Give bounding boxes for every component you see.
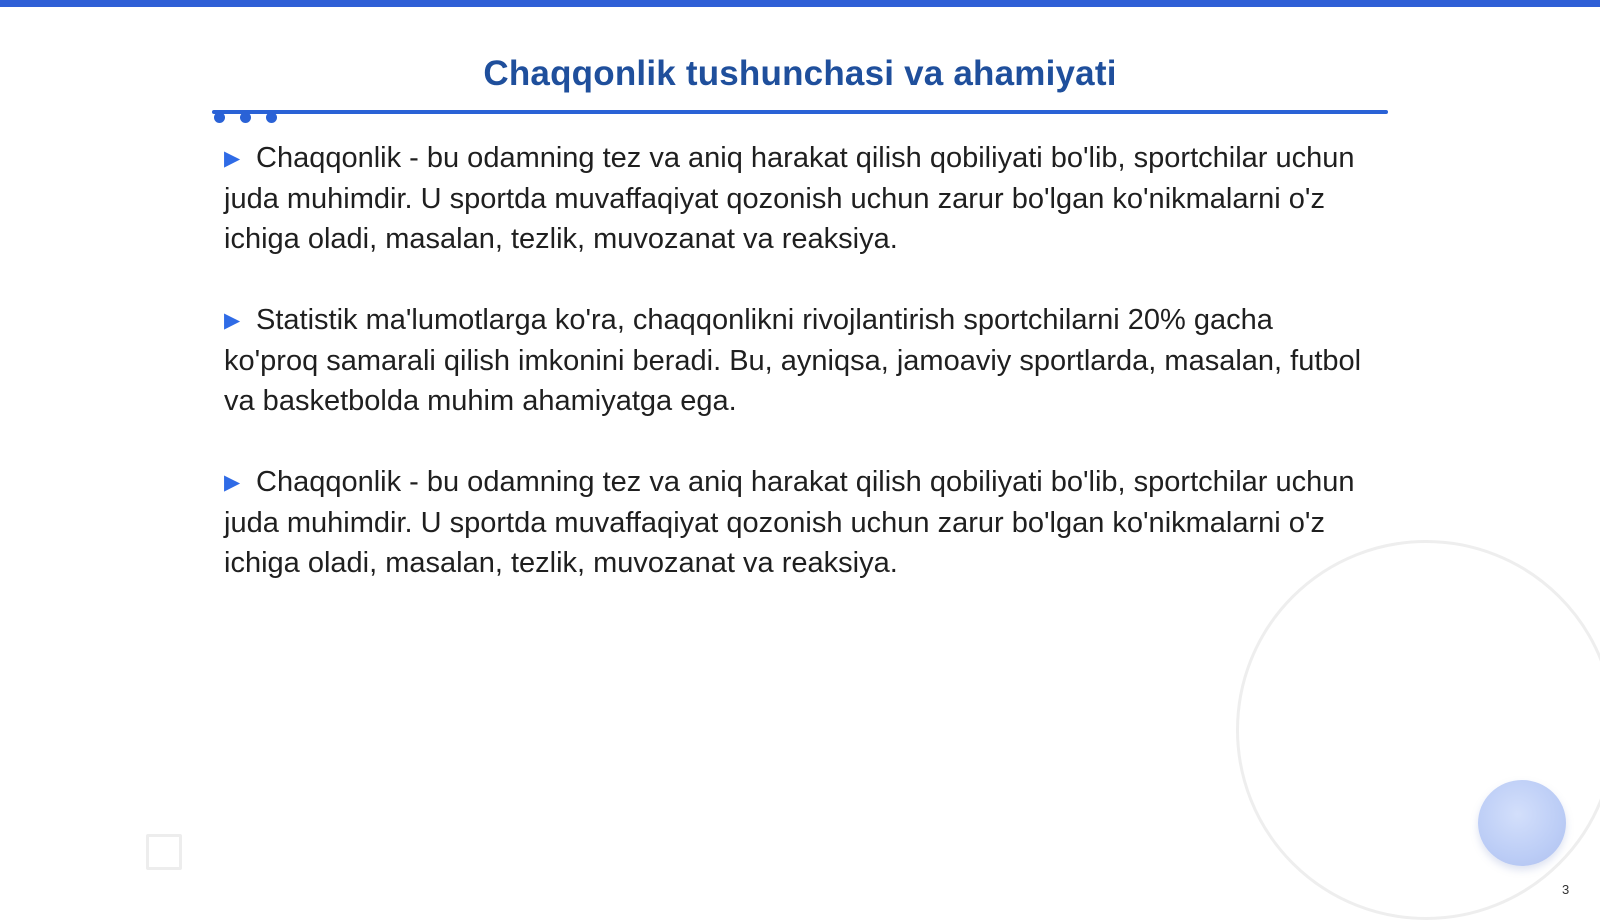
paragraph-text: Chaqqonlik - bu odamning tez va aniq harakat qilish qobiliyati bo'lib, sportchilar uchun juda muhimdir. U sportda muvaffaqiyat qozonish uchun zarur bo'lgan ko'nikmalarni o'z ichiga oladi, masalan, tezlik, muvozanat va reaksiya. bbox=[224, 466, 1355, 579]
page-number: 3 bbox=[1562, 882, 1570, 897]
decorative-dot bbox=[240, 112, 251, 123]
bullet-paragraph bbox=[224, 462, 1364, 583]
decorative-dot bbox=[214, 112, 225, 123]
slide-title: Chaqqonlik tushunchasi va ahamiyati bbox=[483, 54, 1117, 93]
top-accent-bar bbox=[0, 0, 1600, 7]
paragraph-text: Statistik ma'lumotlarga ko'ra, chaqqonlikni rivojlantirish sportchilarni 20% gacha ko'proq samarali qilish imkonini beradi. Bu, ayniqsa, jamoaviy sportlarda, masalan, futbol va basketbolda muhim ahamiyatga ega. bbox=[224, 304, 1362, 417]
title-underline bbox=[212, 110, 1388, 114]
decorative-circle-filled bbox=[1478, 780, 1566, 866]
decorative-dot bbox=[266, 112, 277, 123]
bullet-paragraph bbox=[224, 300, 1364, 421]
slide-content bbox=[224, 138, 1364, 624]
triangle-right-icon: ▶ bbox=[224, 471, 241, 494]
bullet-paragraph bbox=[224, 138, 1364, 259]
decorative-circle-outline bbox=[1236, 540, 1600, 920]
decorative-square-outline bbox=[146, 834, 182, 870]
triangle-right-icon: ▶ bbox=[224, 309, 241, 332]
paragraph-text: Chaqqonlik - bu odamning tez va aniq harakat qilish qobiliyati bo'lib, sportchilar uchun juda muhimdir. U sportda muvaffaqiyat qozonish uchun zarur bo'lgan ko'nikmalarni o'z ichiga oladi, masalan, tezlik, muvozanat va reaksiya. bbox=[224, 142, 1355, 255]
triangle-right-icon: ▶ bbox=[224, 147, 241, 170]
